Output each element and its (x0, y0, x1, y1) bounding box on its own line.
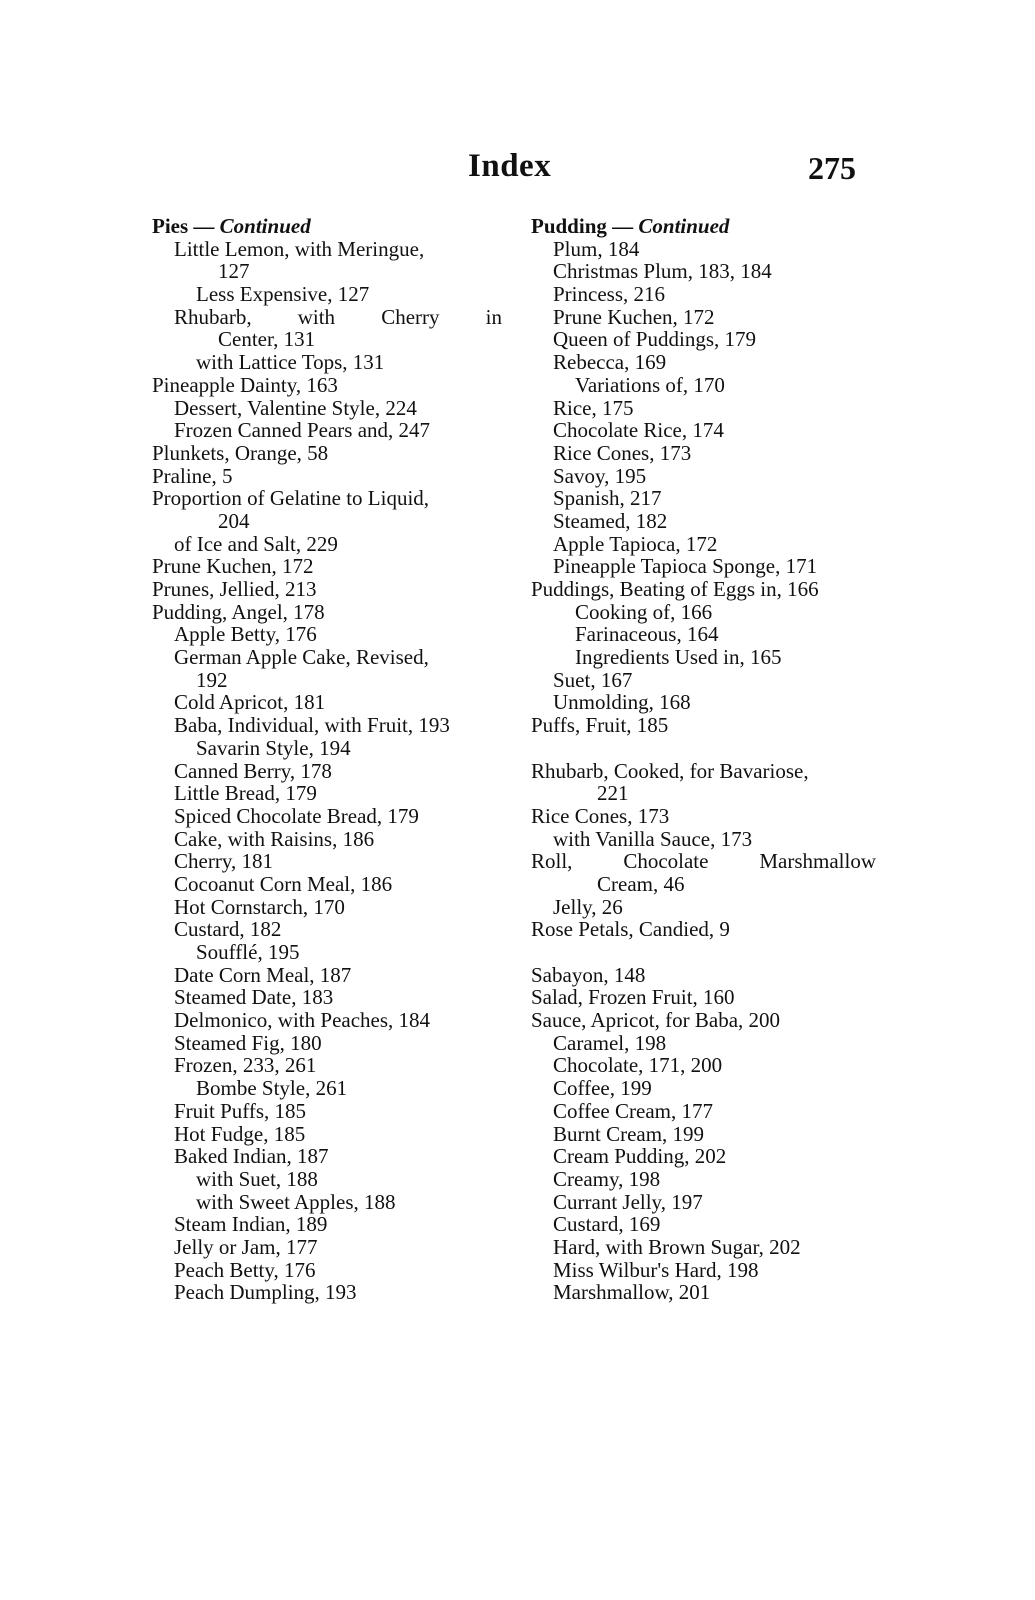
index-entry: Rebecca, 169 (553, 350, 667, 375)
index-entry: Peach Betty, 176 (174, 1257, 316, 1282)
index-entry: Frozen, 233, 261 (174, 1053, 317, 1078)
index-entry: Jelly, 26 (553, 894, 623, 919)
index-entry: Canned Berry, 178 (174, 758, 332, 783)
index-entry: Apple Betty, 176 (174, 622, 317, 647)
index-entry: 221 (597, 781, 629, 806)
index-entry: Salad, Frozen Fruit, 160 (531, 985, 735, 1010)
index-entry: Rice, 175 (553, 395, 634, 420)
index-entry: Rice Cones, 173 (553, 440, 692, 465)
index-entry: with Lattice Tops, 131 (196, 350, 385, 375)
index-entry: Prune Kuchen, 172 (553, 304, 715, 329)
index-entry: Cream Pudding, 202 (553, 1144, 727, 1169)
index-entry: Fruit Puffs, 185 (174, 1098, 307, 1123)
index-entry: Plunkets, Orange, 58 (152, 440, 329, 465)
index-entry: Cold Apricot, 181 (174, 690, 326, 715)
index-entry: Savarin Style, 194 (196, 735, 351, 760)
page-number: 275 (808, 150, 856, 186)
index-entry: Coffee, 199 (553, 1076, 652, 1101)
index-entry: Spiced Chocolate Bread, 179 (174, 803, 419, 828)
index-entry: Soufflé, 195 (196, 940, 300, 964)
index-entry: Spanish, 217 (553, 486, 662, 511)
continued-label: Continued (638, 214, 730, 238)
index-entry: Little Lemon, with Meringue, (174, 236, 425, 261)
index-entry: Chocolate Rice, 174 (553, 418, 724, 443)
index-entry: Praline, 5 (152, 463, 233, 488)
index-entry: Steamed, 182 (553, 508, 668, 533)
section-heading-label: Pies — (152, 214, 215, 238)
index-entry: Hot Fudge, 185 (174, 1121, 306, 1146)
index-entry: Baked Indian, 187 (174, 1144, 329, 1169)
index-entry: Rhubarb, with Cherry in (174, 304, 502, 329)
index-entry: Date Corn Meal, 187 (174, 962, 352, 987)
index-entry: Bombe Style, 261 (196, 1076, 348, 1101)
index-entry: Variations of, 170 (575, 372, 725, 397)
index-entry: Queen of Puddings, 179 (553, 327, 756, 352)
index-entry: Rose Petals, Candied, 9 (531, 917, 730, 942)
index-entry: Hot Cornstarch, 170 (174, 894, 345, 919)
index-entry: Burnt Cream, 199 (553, 1121, 705, 1146)
index-entry: Caramel, 198 (553, 1030, 667, 1055)
section-heading-label: Pudding — (531, 214, 634, 238)
index-entry: Chocolate, 171, 200 (553, 1053, 723, 1078)
index-entry: Rice Cones, 173 (531, 803, 670, 828)
index-entry: Cocoanut Corn Meal, 186 (174, 871, 393, 896)
index-entry: Custard, 169 (553, 1212, 661, 1237)
index-entry: Suet, 167 (553, 667, 633, 692)
index-entry: 204 (218, 508, 250, 533)
index-entry: Center, 131 (218, 327, 316, 352)
index-entry: Prunes, Jellied, 213 (152, 577, 317, 601)
index-entry: Prune Kuchen, 172 (152, 554, 314, 579)
index-entry: Pineapple Dainty, 163 (152, 372, 338, 397)
index-entry: Less Expensive, 127 (196, 282, 370, 307)
index-entry: Baba, Individual, with Fruit, 193 (174, 713, 450, 738)
index-entry: with Suet, 188 (196, 1166, 318, 1191)
index-entry: Puffs, Fruit, 185 (531, 713, 669, 738)
index-entry: Currant Jelly, 197 (553, 1189, 703, 1214)
index-entry: Steamed Fig, 180 (174, 1030, 322, 1055)
index-entry: Jelly or Jam, 177 (174, 1234, 318, 1259)
index-entry: Proportion of Gelatine to Liquid, (152, 486, 430, 511)
index-entry: German Apple Cake, Revised, (174, 645, 429, 670)
index-entry: Savoy, 195 (553, 463, 647, 488)
index-entry: Apple Tapioca, 172 (553, 531, 718, 556)
index-entry: 192 (196, 667, 228, 692)
index-section-heading (152, 215, 502, 238)
index-entry: Plum, 184 (553, 236, 640, 261)
index-entry: Rhubarb, Cooked, for Bavariose, (531, 758, 809, 783)
index-entry: Peach Dumpling, 193 (174, 1280, 357, 1305)
index-entry: Miss Wilbur's Hard, 198 (553, 1257, 759, 1282)
index-section-heading (531, 215, 876, 238)
index-entry: Little Bread, 179 (174, 781, 317, 806)
continued-label: Continued (219, 214, 311, 238)
index-entry: of Ice and Salt, 229 (174, 531, 338, 556)
index-entry: Frozen Canned Pears and, 247 (174, 418, 431, 443)
index-entry: Cooking of, 166 (575, 599, 713, 624)
index-entry: Ingredients Used in, 165 (575, 645, 782, 670)
index-entry: Steam Indian, 189 (174, 1212, 328, 1237)
index-entry: Sabayon, 148 (531, 962, 646, 987)
index-entry: Puddings, Beating of Eggs in, 166 (531, 577, 819, 601)
index-entry: Christmas Plum, 183, 184 (553, 259, 772, 284)
index-entry: Farinaceous, 164 (575, 622, 719, 647)
index-column-right (531, 215, 876, 1304)
index-entry: Cherry, 181 (174, 849, 273, 874)
index-entry: Princess, 216 (553, 282, 665, 307)
index-entry: Marshmallow, 201 (553, 1280, 711, 1305)
index-entry: Cake, with Raisins, 186 (174, 826, 375, 851)
index-entry: Cream, 46 (597, 871, 685, 896)
index-entry: Dessert, Valentine Style, 224 (174, 395, 417, 420)
index-entry: 127 (218, 259, 250, 284)
index-entry: Sauce, Apricot, for Baba, 200 (531, 1008, 781, 1033)
index-entry: Roll, Chocolate Marshmallow (531, 849, 876, 874)
index-column-left (152, 215, 502, 1304)
index-entry: Pineapple Tapioca Sponge, 171 (553, 554, 818, 579)
index-entry: Hard, with Brown Sugar, 202 (553, 1234, 801, 1259)
index-entry: Pudding, Angel, 178 (152, 599, 325, 624)
index-entry: Coffee Cream, 177 (553, 1098, 713, 1123)
index-entry: with Vanilla Sauce, 173 (553, 826, 753, 851)
index-entry: Unmolding, 168 (553, 690, 691, 715)
index-entry: Custard, 182 (174, 917, 282, 942)
index-entry: Delmonico, with Peaches, 184 (174, 1008, 431, 1033)
index-entry: Creamy, 198 (553, 1166, 661, 1191)
page-title: Index (468, 148, 552, 184)
index-entry: Steamed Date, 183 (174, 985, 334, 1010)
index-entry: with Sweet Apples, 188 (196, 1189, 396, 1214)
